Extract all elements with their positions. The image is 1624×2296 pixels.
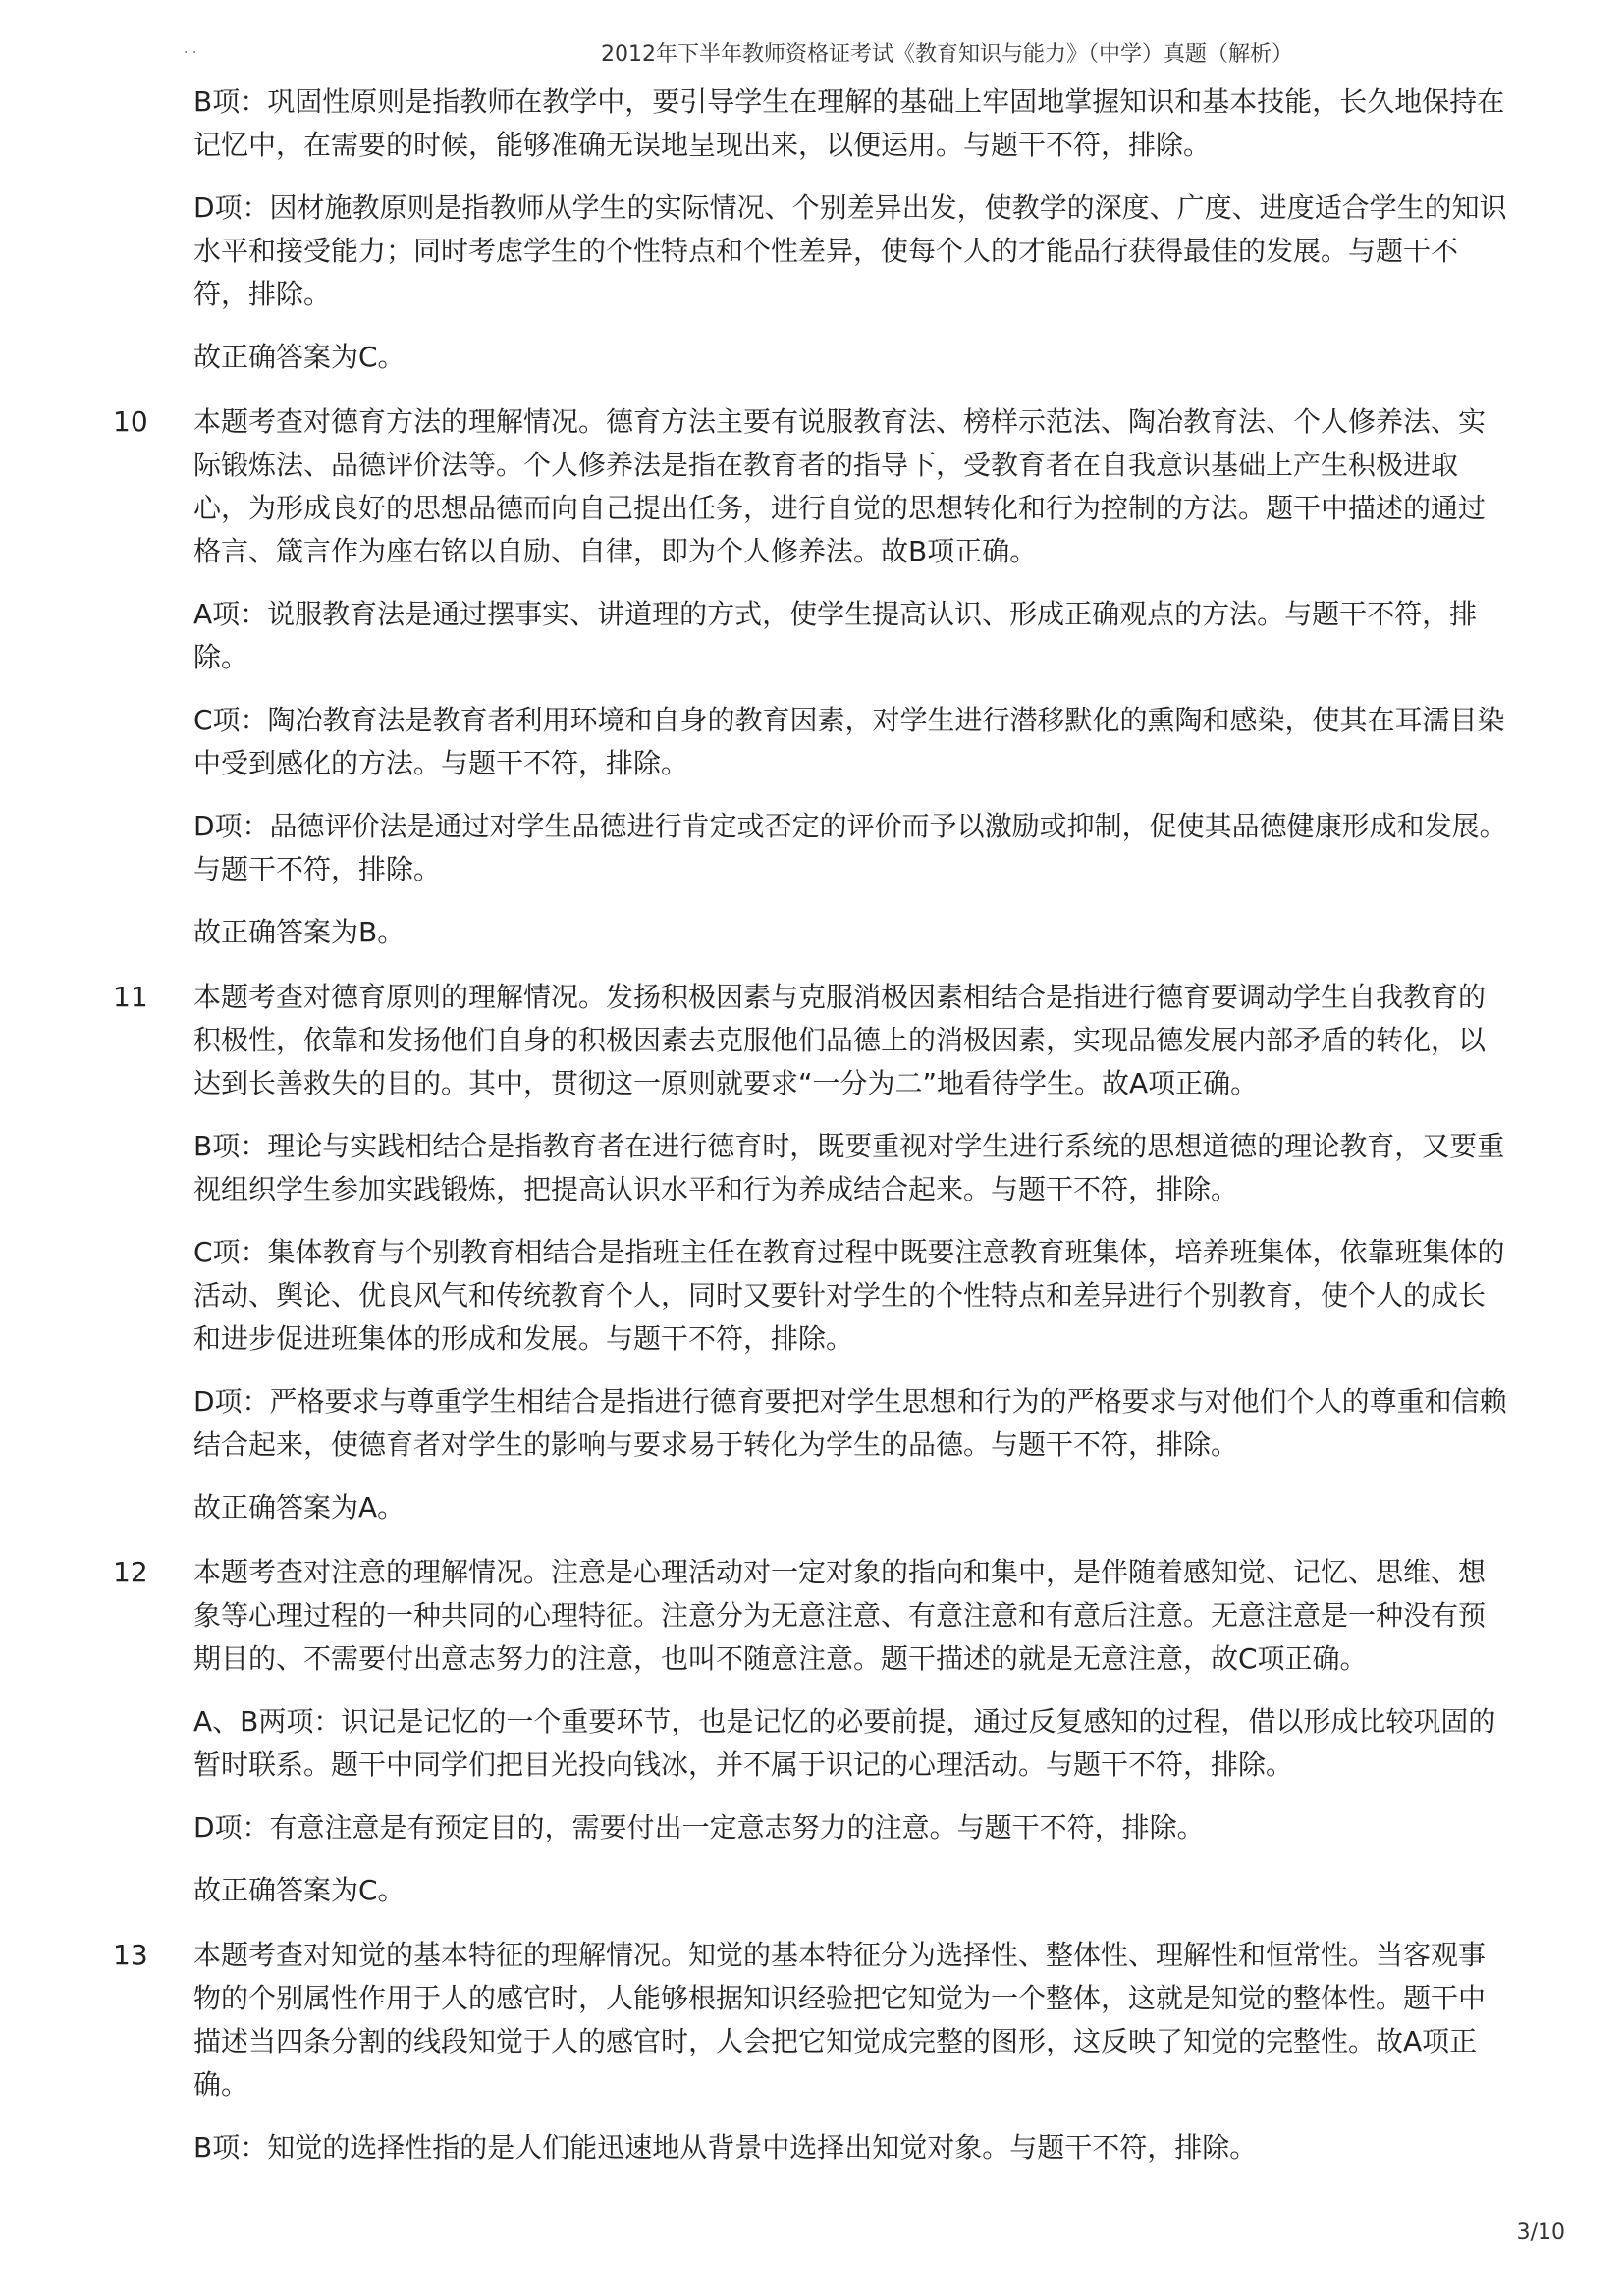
document-body: [0, 80, 1624, 2189]
q12-option-d: D项：有意注意是有预定目的，需要付出一定意志努力的注意。与题干不符，排除。: [193, 1811, 1205, 1843]
header-dots: . .: [184, 41, 197, 57]
q10-option-c: C项：陶冶教育法是教育者利用环境和自身的教育因素，对学生进行潜移默化的熏陶和感染，使其在耳濡目染中受到感化的方法。与题干不符，排除。: [193, 704, 1505, 779]
q12-main: [113, 1551, 1509, 1681]
q12-main-text: 本题考查对注意的理解情况。注意是心理活动对一定对象的指向和集中，是伴随着感知觉、记忆、思维、想象等心理过程的一种共同的心理特征。注意分为无意注意、有意注意和有意后注意。无意注意是一种没有预期目的、不需要付出意志努力的注意，也叫不随意注意。题干描述的就是无意注意，故C项正确。: [193, 1556, 1487, 1675]
q10-answer: 故正确答案为B。: [193, 916, 406, 948]
q10-number: 10: [113, 405, 148, 438]
q13-option-b: B项：知觉的选择性指的是人们能迅速地从背景中选择出知觉对象。与题干不符，排除。: [193, 2131, 1258, 2163]
q13-main: [113, 1934, 1509, 2107]
q11-number: 11: [113, 981, 148, 1013]
q9-option-d: D项：因材施教原则是指教师从学生的实际情况、个别差异出发，使教学的深度、广度、进度适合学生的知识水平和接受能力；同时考虑学生的个性特点和个性差异，使每个人的才能品行获得最佳的发展。与题干不符，排除。: [193, 191, 1507, 310]
q10-main: [113, 400, 1509, 573]
q10-option-a: A项：说服教育法是通过摆事实、讲道理的方式，使学生提高认识、形成正确观点的方法。与题干不符，排除。: [193, 598, 1478, 673]
q13-main-text: 本题考查对知觉的基本特征的理解情况。知觉的基本特征分为选择性、整体性、理解性和恒常性。当客观事物的个别属性作用于人的感官时，人能够根据知识经验把它知觉为一个整体，这就是知觉的整体性。题干中描述当四条分割的线段知觉于人的感官时，人会把它知觉成完整的图形，这反映了知觉的完整性。故A项正确。: [193, 1939, 1487, 2101]
page-number: 3/10: [1516, 2220, 1565, 2245]
page-header: 2012年下半年教师资格证考试《教育知识与能力》（中学）真题（解析）: [601, 42, 1293, 67]
q12-number: 12: [113, 1556, 148, 1588]
q12-answer: 故正确答案为C。: [193, 1874, 406, 1906]
q10-option-d: D项：品德评价法是通过对学生品德进行肯定或否定的评价而予以激励或抑制，促使其品德健康形成和发展。与题干不符，排除。: [193, 810, 1507, 885]
q11-option-d: D项：严格要求与尊重学生相结合是指进行德育要把对学生思想和行为的严格要求与对他们个人的尊重和信赖结合起来，使德育者对学生的影响与要求易于转化为学生的品德。与题干不符，排除。: [193, 1385, 1507, 1461]
q11-main: [113, 976, 1509, 1105]
q10-main-text: 本题考查对德育方法的理解情况。德育方法主要有说服教育法、榜样示范法、陶冶教育法、个人修养法、实际锻炼法、品德评价法等。个人修养法是指在教育者的指导下，受教育者在自我意识基础上产生积极进取心，为形成良好的思想品德而向自己提出任务，进行自觉的思想转化和行为控制的方法。题干中描述的通过格言、箴言作为座右铭以自励、自律，即为个人修养法。故B项正确。: [193, 405, 1487, 567]
q11-option-b: B项：理论与实践相结合是指教育者在进行德育时，既要重视对学生进行系统的思想道德的理论教育，又要重视组织学生参加实践锻炼，把提高认识水平和行为养成结合起来。与题干不符，排除。: [193, 1130, 1505, 1205]
q11-main-text: 本题考查对德育原则的理解情况。发扬积极因素与克服消极因素相结合是指进行德育要调动学生自我教育的积极性，依靠和发扬他们自身的积极因素去克服他们品德上的消极因素，实现品德发展内部矛盾的转化，以达到长善救失的目的。其中，贯彻这一原则就要求“一分为二”地看待学生。故A项正确。: [193, 981, 1487, 1099]
q11-answer: 故正确答案为A。: [193, 1491, 406, 1523]
q12-option-ab: A、B两项：识记是记忆的一个重要环节，也是记忆的必要前提，通过反复感知的过程，借以形成比较巩固的暂时联系。题干中同学们把目光投向钱冰，并不属于识记的心理活动。与题干不符，排除。: [193, 1705, 1496, 1781]
q9-option-b: B项：巩固性原则是指教师在教学中，要引导学生在理解的基础上牢固地掌握知识和基本技能，长久地保持在记忆中，在需要的时候，能够准确无误地呈现出来，以便运用。与题干不符，排除。: [193, 85, 1505, 161]
q11-option-c: C项：集体教育与个别教育相结合是指班主任在教育过程中既要注意教育班集体，培养班集体，依靠班集体的活动、舆论、优良风气和传统教育个人，同时又要针对学生的个性特点和差异进行个别教育，使个人的成长和进步促进班集体的形成和发展。与题干不符，排除。: [193, 1236, 1505, 1355]
q13-number: 13: [113, 1939, 148, 1971]
q9-answer: 故正确答案为C。: [193, 341, 406, 373]
